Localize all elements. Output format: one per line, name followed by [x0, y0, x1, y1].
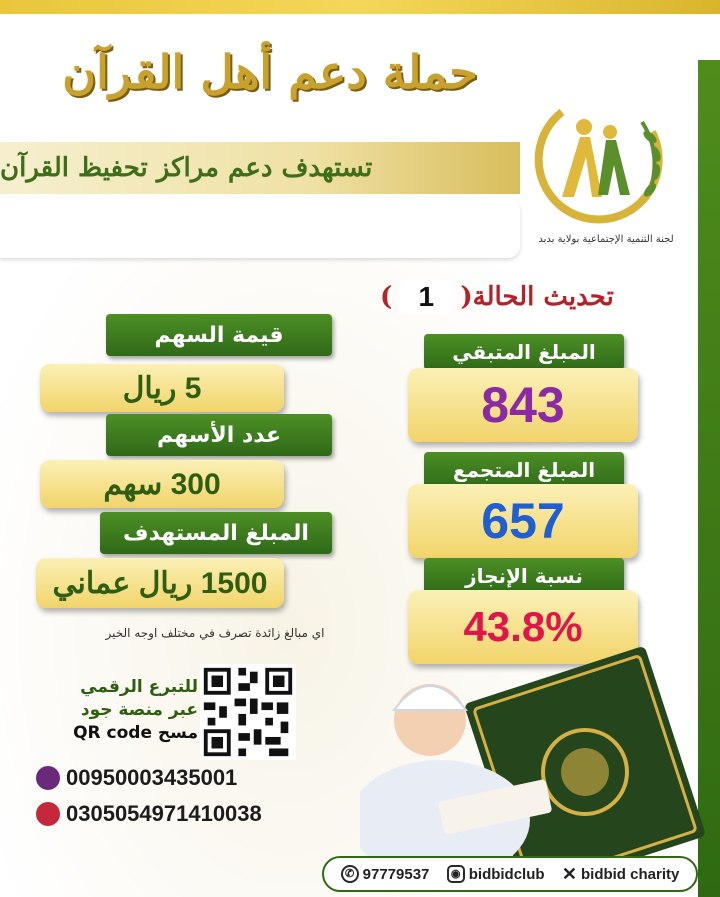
donate-line-1: للتبرع الرقمي	[80, 677, 198, 697]
campaign-subtitle: تستهدف دعم مراكز تحفيظ القرآن	[0, 142, 520, 194]
account-number-text: 00950003435001	[66, 765, 238, 790]
boy-reading-quran-illustration	[360, 640, 720, 870]
remaining-label: المبلغ المتبقي	[424, 334, 624, 370]
shares-count-label: عدد الأسهم	[106, 414, 332, 456]
collected-label: المبلغ المتجمع	[424, 452, 624, 488]
collected-value: 657	[408, 484, 638, 558]
campaign-title: حملة دعم أهل القرآن	[62, 45, 478, 99]
team-logo-icon	[522, 92, 672, 242]
account-number-text: 0305054971410038	[66, 801, 262, 826]
account-number-2	[36, 800, 262, 828]
bank-logo-icon	[36, 766, 60, 790]
top-gold-bar	[0, 0, 720, 14]
progress-value: 43.8%	[408, 590, 638, 664]
donate-line-2: عبر منصة جود	[80, 700, 198, 720]
status-update: تحديث الحالة ( 1 )	[380, 281, 614, 312]
status-number: 1	[398, 280, 454, 314]
status-label: تحديث الحالة	[472, 282, 614, 312]
instagram-contact[interactable]	[447, 865, 545, 883]
blank-banner	[0, 198, 520, 258]
target-amount-label: المبلغ المستهدف	[100, 512, 332, 554]
logo-caption: لجنة التنمية الإجتماعية بولاية بدبد	[538, 234, 674, 245]
footer-contacts	[322, 856, 698, 892]
bank-logo-icon	[36, 802, 60, 826]
share-value: 5 ريال	[40, 364, 284, 412]
surplus-note: اي مبالغ زائدة تصرف في مختلف اوجه الخير	[105, 626, 325, 640]
donate-instructions	[30, 676, 198, 745]
whatsapp-icon: ✆	[341, 865, 359, 883]
remaining-value: 843	[408, 368, 638, 442]
shares-count: 300 سهم	[40, 460, 284, 508]
whatsapp-contact[interactable]	[341, 865, 430, 883]
share-value-label: قيمة السهم	[106, 314, 332, 356]
donate-line-3: مسح QR code	[73, 723, 198, 743]
x-contact[interactable]	[562, 864, 679, 885]
qr-code-icon[interactable]	[200, 664, 296, 760]
instagram-icon: ◉	[447, 865, 465, 883]
target-amount: 1500 ريال عماني	[36, 558, 284, 608]
account-number-1	[36, 764, 237, 792]
x-icon: ✕	[561, 863, 577, 884]
instagram-handle: bidbidclub	[468, 865, 545, 883]
phone-number: 97779537	[362, 865, 430, 883]
progress-label: نسبة الإنجاز	[424, 558, 624, 594]
x-handle: bidbid charity	[580, 865, 680, 883]
